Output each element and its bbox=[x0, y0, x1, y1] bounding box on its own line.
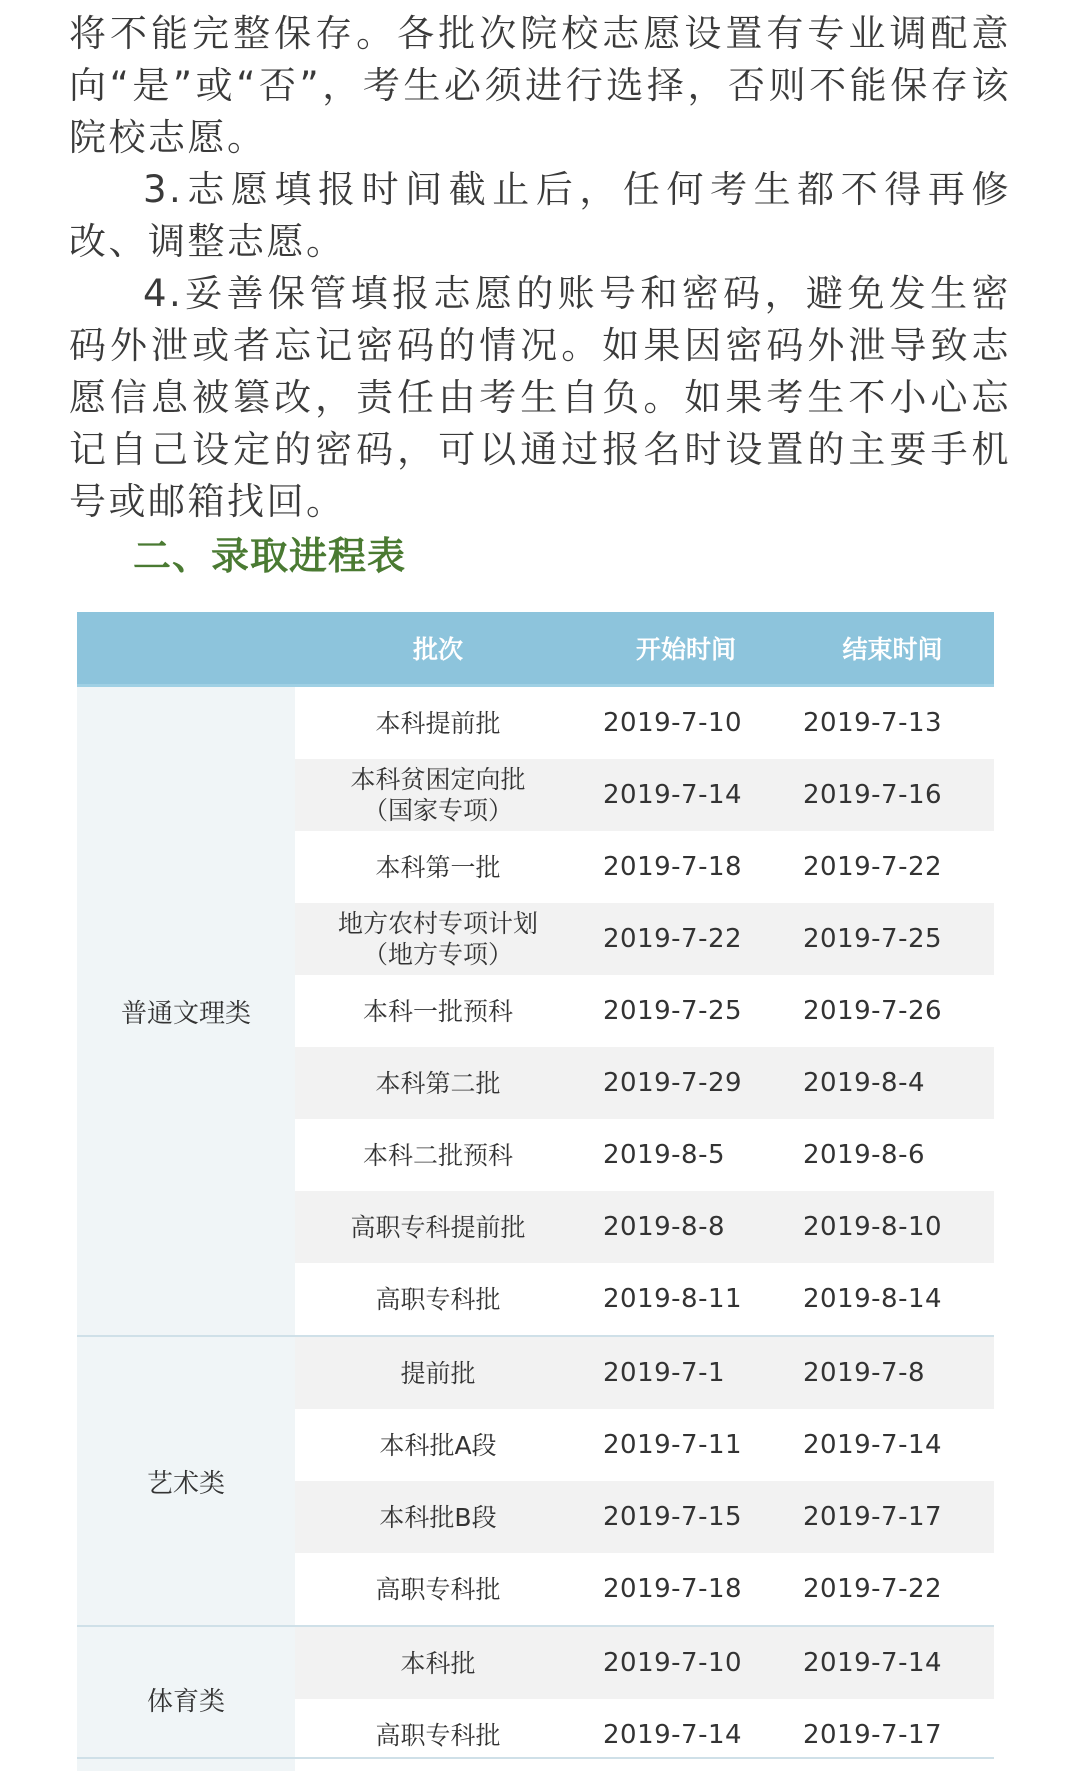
category-cell: 艺术类 bbox=[77, 1336, 295, 1626]
end-date-cell: 2019-7-13 bbox=[791, 686, 994, 760]
batch-name: 本科贫困定向批 bbox=[350, 765, 526, 794]
batch-cell: 提前批 bbox=[295, 1336, 581, 1409]
end-date-cell: 2019-8-14 bbox=[791, 1263, 994, 1336]
end-date-cell: 2019-7-14 bbox=[791, 1409, 994, 1481]
notice-paragraphs bbox=[69, 8, 1011, 528]
header-start-time: 开始时间 bbox=[581, 612, 791, 686]
end-date-cell: 2019-7-22 bbox=[791, 1553, 994, 1626]
end-date-cell: 2019-7-14 bbox=[791, 1626, 994, 1699]
start-date-cell: 2019-7-11 bbox=[581, 1409, 791, 1481]
batch-note: （地方专项） bbox=[362, 940, 513, 969]
end-date-cell: 2019-7-16 bbox=[791, 759, 994, 831]
start-date-cell: 2019-7-15 bbox=[581, 1481, 791, 1553]
header-end-time: 结束时间 bbox=[791, 612, 994, 686]
category-cell: 普通文理类 bbox=[77, 686, 295, 1337]
batch-cell: 本科第二批 bbox=[295, 1047, 581, 1119]
batch-cell: 高职专科批 bbox=[295, 1553, 581, 1626]
end-date-cell: 2019-7-17 bbox=[791, 1699, 994, 1771]
batch-name: 地方农村专项计划 bbox=[337, 909, 538, 938]
start-date-cell: 2019-7-1 bbox=[581, 1336, 791, 1409]
end-date-cell: 2019-8-4 bbox=[791, 1047, 994, 1119]
batch-cell: 本科二批预科 bbox=[295, 1119, 581, 1191]
batch-cell: 本科批A段 bbox=[295, 1409, 581, 1481]
batch-cell: 高职专科提前批 bbox=[295, 1191, 581, 1263]
paragraph: 将不能完整保存。各批次院校志愿设置有专业调配意向“是”或“否”，考生必须进行选择，否则不能保存该院校志愿。 bbox=[69, 12, 1011, 159]
table-header-row bbox=[77, 612, 994, 686]
start-date-cell: 2019-7-22 bbox=[581, 903, 791, 975]
table-row bbox=[77, 1626, 994, 1699]
batch-note: （国家专项） bbox=[362, 796, 513, 825]
start-date-cell: 2019-7-10 bbox=[581, 686, 791, 760]
end-date-cell: 2019-7-17 bbox=[791, 1481, 994, 1553]
start-date-cell: 2019-7-14 bbox=[581, 1699, 791, 1771]
batch-cell bbox=[295, 759, 581, 831]
start-date-cell: 2019-7-14 bbox=[581, 759, 791, 831]
section-title: 二、录取进程表 bbox=[133, 534, 407, 578]
batch-cell: 本科第一批 bbox=[295, 831, 581, 903]
end-date-cell: 2019-8-6 bbox=[791, 1119, 994, 1191]
end-date-cell: 2019-7-26 bbox=[791, 975, 994, 1047]
start-date-cell: 2019-7-25 bbox=[581, 975, 791, 1047]
batch-cell: 高职专科批 bbox=[295, 1263, 581, 1336]
category-cell: 体育类 bbox=[77, 1626, 295, 1771]
batch-cell: 本科批 bbox=[295, 1626, 581, 1699]
start-date-cell: 2019-8-8 bbox=[581, 1191, 791, 1263]
batch-cell: 高职专科批 bbox=[295, 1699, 581, 1771]
table-row bbox=[77, 686, 994, 760]
header-batch: 批次 bbox=[295, 612, 581, 686]
paragraph: 4.妥善保管填报志愿的账号和密码，避免发生密码外泄或者忘记密码的情况。如果因密码外泄导致志愿信息被篡改，责任由考生自负。如果考生不小心忘记自己设定的密码，可以通过报名时设置的主要手机号或邮箱找回。 bbox=[69, 272, 1011, 523]
end-date-cell: 2019-7-25 bbox=[791, 903, 994, 975]
batch-cell bbox=[295, 903, 581, 975]
start-date-cell: 2019-7-29 bbox=[581, 1047, 791, 1119]
table-row bbox=[77, 1336, 994, 1409]
end-date-cell: 2019-7-22 bbox=[791, 831, 994, 903]
end-date-cell: 2019-7-8 bbox=[791, 1336, 994, 1409]
start-date-cell: 2019-7-18 bbox=[581, 831, 791, 903]
start-date-cell: 2019-8-5 bbox=[581, 1119, 791, 1191]
batch-cell: 本科一批预科 bbox=[295, 975, 581, 1047]
start-date-cell: 2019-7-10 bbox=[581, 1626, 791, 1699]
header-category bbox=[77, 612, 295, 686]
batch-cell: 本科批B段 bbox=[295, 1481, 581, 1553]
end-date-cell: 2019-8-10 bbox=[791, 1191, 994, 1263]
admission-schedule-table bbox=[77, 612, 994, 1771]
start-date-cell: 2019-7-18 bbox=[581, 1553, 791, 1626]
table-bottom-border bbox=[77, 1757, 994, 1759]
batch-cell: 本科提前批 bbox=[295, 686, 581, 760]
start-date-cell: 2019-8-11 bbox=[581, 1263, 791, 1336]
paragraph: 3.志愿填报时间截止后，任何考生都不得再修改、调整志愿。 bbox=[69, 168, 1011, 263]
